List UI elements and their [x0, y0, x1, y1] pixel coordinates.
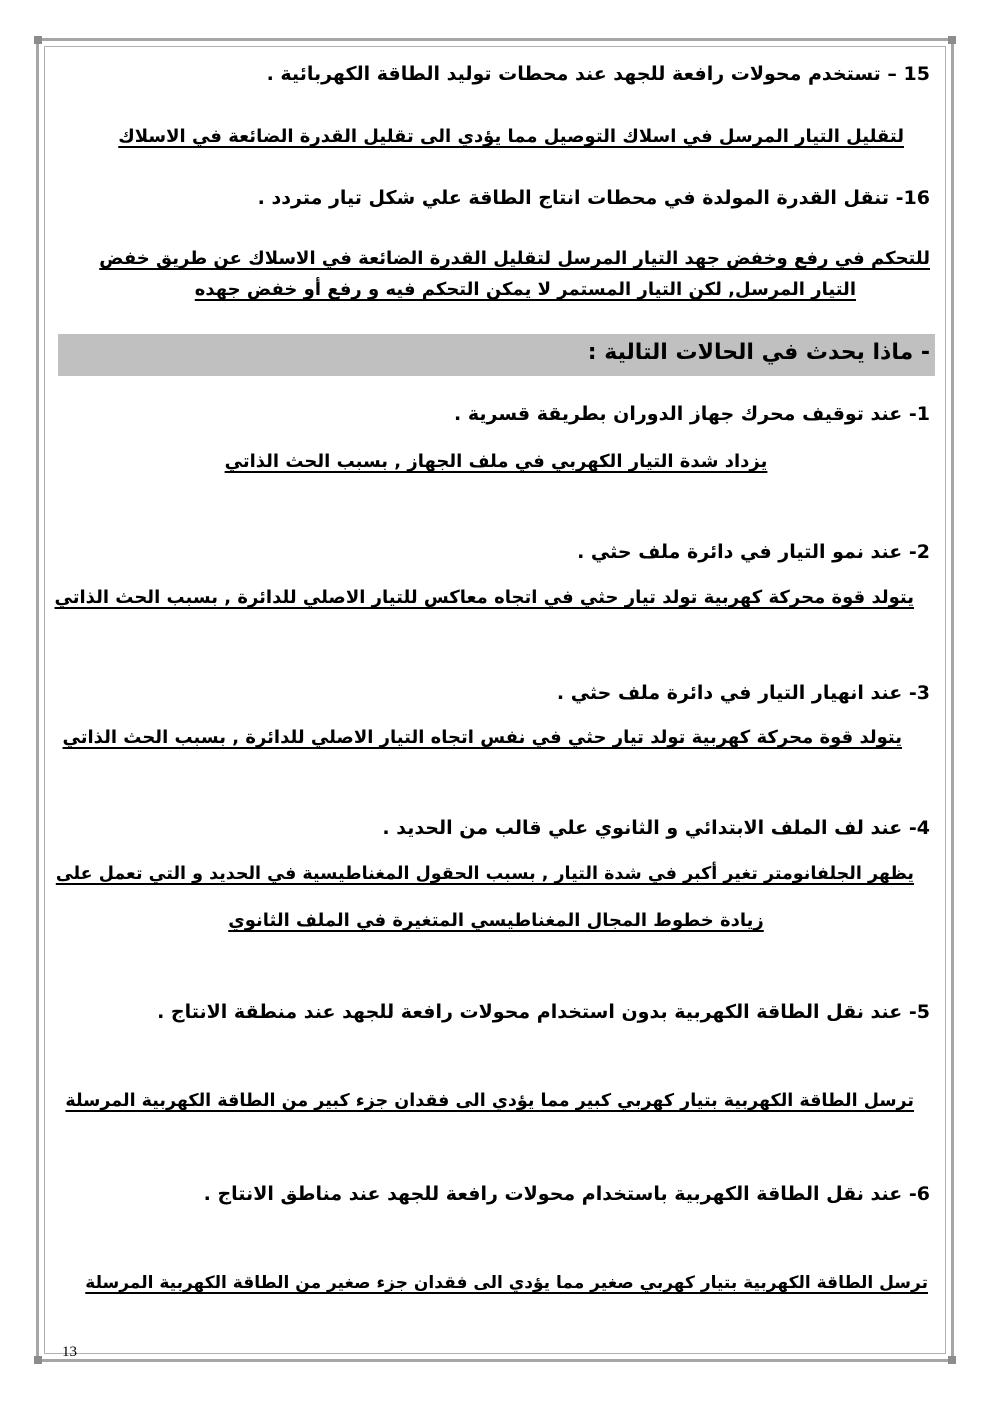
case-2-answer: يتولد قوة محركة كهربية تولد تيار حثي في اتجاه معاكس للتيار الاصلي للدائرة , بسبب الحث الذاتي: [54, 587, 914, 608]
case-5-answer: ترسل الطاقة الكهربية بتيار كهربي كبير مما يؤدي الى فقدان جزء كبير من الطاقة الكهربية المرسلة: [65, 1091, 914, 1111]
case-1-answer: يزداد شدة التيار الكهربي في ملف الجهاز , بسبب الحث الذاتي: [224, 451, 768, 472]
case-2-question: 2- عند نمو التيار في دائرة ملف حثي .: [577, 541, 930, 563]
case-3-question: 3- عند انهيار التيار في دائرة ملف حثي .: [556, 682, 930, 704]
case-6-question: 6- عند نقل الطاقة الكهربية باستخدام محولات رافعة للجهد عند مناطق الانتاج .: [203, 1183, 930, 1205]
answer-15: لتقليل التيار المرسل في اسلاك التوصيل مما يؤدي الى تقليل القدرة الضائعة في الاسلاك: [118, 126, 904, 147]
border-corner-top-right: [948, 36, 956, 44]
question-15: 15 – تستخدم محولات رافعة للجهد عند محطات توليد الطاقة الكهربائية .: [266, 63, 930, 85]
case-1-question: 1- عند توقيف محرك جهاز الدوران بطريقة قسرية .: [454, 403, 930, 425]
case-3-answer: يتولد قوة محركة كهربية تولد تيار حثي في نفس اتجاه التيار الاصلي للدائرة , بسبب الحث الذاتي: [62, 727, 902, 748]
border-corner-bottom-right: [948, 1356, 956, 1364]
page-number: 13: [62, 1344, 77, 1360]
case-4-answer-line-2: زيادة خطوط المجال المغناطيسي المتغيرة في الملف الثانوي: [228, 910, 764, 931]
answer-16-line-2: التيار المرسل, لكن التيار المستمر لا يمكن التحكم فيه و رفع أو خفض جهده: [194, 279, 856, 300]
case-4-answer-line-1: يظهر الجلفانومتر تغير أكبر في شدة التيار , بسبب الحقول المغناطيسية في الحديد و التي تعمل على: [55, 864, 914, 884]
question-16: 16- تنقل القدرة المولدة في محطات انتاج الطاقة علي شكل تيار متردد .: [257, 187, 930, 209]
section-header: - ماذا يحدث في الحالات التالية :: [587, 340, 930, 365]
case-4-question: 4- عند لف الملف الابتدائي و الثانوي علي قالب من الحديد .: [382, 817, 930, 839]
border-corner-bottom-left: [34, 1356, 42, 1364]
case-6-answer: ترسل الطاقة الكهربية بتيار كهربي صغير مما يؤدي الى فقدان جزء صغير من الطاقة الكهربية المرسلة: [85, 1273, 928, 1293]
answer-16-line-1: للتحكم في رفع وخفض جهد التيار المرسل لتقليل القدرة الضائعة في الاسلاك عن طريق خفض: [99, 248, 930, 269]
border-corner-top-left: [34, 36, 42, 44]
case-5-question: 5- عند نقل الطاقة الكهربية بدون استخدام محولات رافعة للجهد عند منطقة الانتاج .: [157, 1001, 930, 1023]
